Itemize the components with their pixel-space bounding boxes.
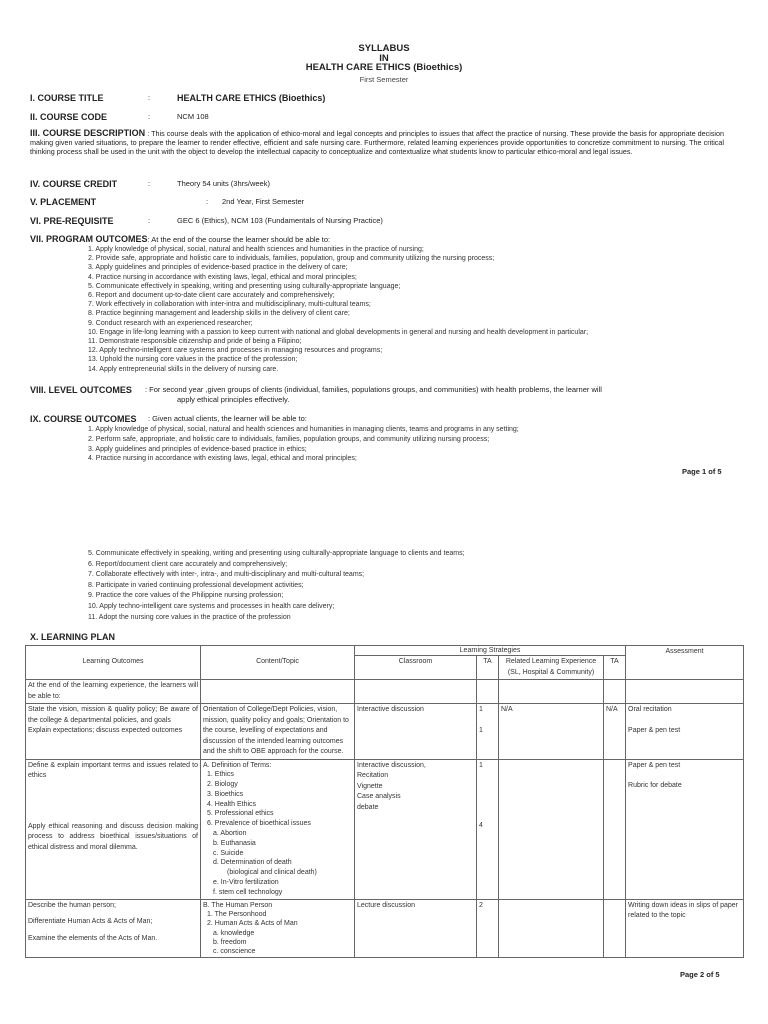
course-credit-label: IV. COURSE CREDIT <box>30 179 118 189</box>
content-item: a. knowledge <box>213 929 255 937</box>
content-item: 6. Prevalence of bioethical issues <box>207 820 311 828</box>
content-item: 2. Biology <box>207 781 238 789</box>
classroom-item: Interactive discussion, <box>357 761 426 769</box>
ta-value: 1 <box>479 761 483 769</box>
outcome-text: Examine the elements of the Acts of Man. <box>28 934 158 942</box>
level-outcomes-text-2: apply ethical principles effectively. <box>177 395 290 404</box>
table-row <box>26 899 744 958</box>
list-item: 12. Apply techno-intelligent care systems and processes in managing resources and programs; <box>88 347 383 355</box>
outcome-text: Explain expectations; discuss expected outcomes <box>28 727 183 734</box>
content-cell <box>201 899 355 958</box>
colon: : <box>206 197 209 206</box>
assessment-text: Paper & pen test <box>628 726 681 734</box>
ta-value: 1 <box>479 706 483 713</box>
content-heading: B. The Human Person <box>203 901 273 909</box>
content-item: 1. Ethics <box>207 771 234 779</box>
page-number-2: Page 2 of 5 <box>680 970 720 979</box>
header-learning-strategies: Learning Strategies <box>355 646 626 656</box>
header-rle: Related Learning Experience (SL, Hospital & Community) <box>499 656 604 680</box>
classroom-item: Recitation <box>357 772 389 779</box>
course-outcomes-list <box>88 425 738 464</box>
content-item: b. freedom <box>213 938 247 946</box>
list-item: 9. Practice the core values of the Philippine nursing profession; <box>88 592 284 600</box>
classroom-item: Vignette <box>357 782 383 790</box>
list-item: 1. Apply knowledge of physical, social, natural and health sciences and humanities in the practice of nursing; <box>88 246 424 253</box>
colon: : <box>148 112 151 121</box>
course-outcomes-list-continued <box>88 549 738 623</box>
course-description <box>30 129 724 157</box>
course-code-value: NCM 108 <box>177 112 209 121</box>
course-description-text: : This course deals with the application of ethico-moral and legal concepts and principles to issues that affect the practice of nursing. These provide the basis for appropriate decision making given varied situations, to prepare the learner to render effective, efficient and safe nursing care. Furthermore, related learning experiences provide opportunities to concretize commitment to nursing. The critical thinking process shall be used in the unit with the object to develop the intellectual capacity to conceptualize and contextualize what students know to particular ethico-moral and legal issues. <box>30 129 725 157</box>
learning-plan-heading <box>30 632 745 643</box>
list-item: 8. Participate in varied continuing professional development activities; <box>88 581 304 589</box>
assessment-text: Paper & pen test <box>628 761 681 769</box>
list-item: 5. Communicate effectively in speaking, writing and presenting using culturally-appropriate language to clients and teams; <box>88 550 465 557</box>
course-outcomes-intro: : Given actual clients, the learner will be able to: <box>148 414 307 423</box>
assessment-cell <box>626 704 744 760</box>
list-item: 4. Practice nursing in accordance with existing laws, legal, ethical and moral principles; <box>88 273 357 281</box>
outcomes-cell <box>26 704 201 760</box>
content-item: c. Suicide <box>213 849 244 857</box>
content-item: f. stem cell technology <box>213 888 283 896</box>
list-item: 13. Uphold the nursing core values in the practice of the profession; <box>88 356 298 364</box>
list-item: 6. Report and document up-to-date client care accurately and comprehensively; <box>88 292 335 300</box>
placement-value: 2nd Year, First Semester <box>222 197 305 206</box>
level-outcomes-text-1: : For second year ,given groups of clients (individual, families, populations groups, and communities) with health problems, the learner will <box>145 385 602 394</box>
prerequisite-value: GEC 6 (Ethics), NCM 103 (Fundamentals of Nursing Practice) <box>177 216 383 225</box>
course-title-value: HEALTH CARE ETHICS (Bioethics) <box>177 93 326 103</box>
content-item: c. conscience <box>213 948 256 956</box>
assessment-cell <box>626 759 744 899</box>
list-item: 7. Collaborate effectively with inter-, intra-, and multi-disciplinary and multi-cultural teams; <box>88 571 365 579</box>
course-title-label: I. COURSE TITLE <box>30 93 104 103</box>
content-item: 5. Professional ethics <box>207 810 274 818</box>
classroom-cell: Interactive discussion <box>355 704 477 760</box>
level-outcomes-label: VIII. LEVEL OUTCOMES <box>30 385 132 395</box>
content-item: a. Abortion <box>213 830 247 838</box>
assessment-cell: Writing down ideas in slips of paper related to the topic <box>626 899 744 958</box>
learning-plan-table <box>25 645 744 958</box>
list-item: 7. Work effectively in collaboration with inter-intra and multidisciplinary, multi-cultural teams; <box>88 301 371 309</box>
program-outcomes-label: VII. PROGRAM OUTCOMES <box>30 234 148 244</box>
page-number-1: Page 1 of 5 <box>682 467 722 476</box>
doc-title-subject: HEALTH CARE ETHICS (Bioethics) <box>305 62 463 73</box>
header-content-topic: Content/Topic <box>201 646 355 680</box>
outcome-text: Define & explain important terms and issues related to ethics <box>28 761 198 779</box>
program-outcomes-list <box>88 245 738 374</box>
content-heading: A. Definition of Terms: <box>203 761 272 769</box>
classroom-item: Case analysis <box>357 793 401 800</box>
list-item: 3. Apply guidelines and principles of evidence-based practice in ethics; <box>88 445 307 453</box>
content-cell <box>201 759 355 899</box>
course-credit-value: Theory 54 units (3hrs/week) <box>177 179 270 188</box>
program-outcomes-intro: : At the end of the course the learner should be able to: <box>147 235 331 244</box>
content-item: e. In-Vitro fertilization <box>213 879 279 887</box>
content-item: b. Euthanasia <box>213 839 256 847</box>
table-row <box>26 704 744 760</box>
list-item: 2. Provide safe, appropriate and holistic care to individuals, families, population, group and community utilizing the nursing process; <box>88 255 495 263</box>
content-item: 4. Health Ethics <box>207 800 257 808</box>
list-item: 10. Engage in life-long learning with a passion to keep current with national and global developments in general and nursing and health development in particular; <box>88 328 589 336</box>
assessment-text: Oral recitation <box>628 706 672 713</box>
doc-semester: First Semester <box>359 75 409 84</box>
list-item: 6. Report/document client care accurately and comprehensively; <box>88 560 288 568</box>
list-item: 1. Apply knowledge of physical, social, natural and health sciences and humanities in managing clients, teams and programs in any setting; <box>88 426 519 433</box>
colon: : <box>148 216 151 225</box>
list-item: 9. Conduct research with an experienced researcher; <box>88 319 253 327</box>
ta-value: 4 <box>479 822 483 829</box>
assessment-text: Rubric for debate <box>628 782 682 789</box>
list-item: 3. Apply guidelines and principles of evidence-based practice in the delivery of care; <box>88 264 348 272</box>
header-ta: TA <box>477 656 499 680</box>
table-row <box>26 680 744 704</box>
table-row <box>26 759 744 899</box>
list-item: 4. Practice nursing in accordance with existing laws, legal, ethical and moral principles; <box>88 455 357 463</box>
prerequisite-label: VI. PRE-REQUISITE <box>30 216 114 226</box>
header-assessment <box>626 647 744 680</box>
content-item: 3. Bioethics <box>207 790 244 798</box>
list-item: 5. Communicate effectively in speaking, writing and presenting using culturally-appropriate language; <box>88 282 401 290</box>
classroom-cell <box>355 759 477 899</box>
outcome-text: Differentiate Human Acts & Acts of Man; <box>28 918 153 926</box>
content-item: d. Determination of death <box>213 859 292 867</box>
header-classroom: Classroom <box>355 656 477 680</box>
header-assessment-text: Assessment <box>665 647 704 655</box>
outcomes-cell <box>26 759 201 899</box>
doc-title-syllabus: SYLLABUS <box>358 43 410 54</box>
ta-cell <box>477 704 499 760</box>
course-description-label: III. COURSE DESCRIPTION <box>30 128 146 138</box>
classroom-cell: Lecture discussion <box>355 899 477 958</box>
course-code-label: II. COURSE CODE <box>30 112 108 122</box>
rle-cell: N/A <box>499 704 604 760</box>
content-item: (biological and clinical death) <box>227 869 317 877</box>
doc-title-in: IN <box>379 53 389 64</box>
outcome-text: State the vision, mission & quality policy; Be aware of the college & departmental policies, and goals <box>28 706 198 724</box>
content-item: 1. The Personhood <box>207 910 267 918</box>
placement-label: V. PLACEMENT <box>30 197 97 207</box>
outcome-text: Apply ethical reasoning and discuss decision making process to address bioethical issues/situations of ethical distress and moral dilemma. <box>28 822 198 851</box>
list-item: 10. Apply techno-intelligent care systems and processes in health care delivery; <box>88 602 335 610</box>
ta-value: 1 <box>479 726 483 734</box>
list-item: 2. Perform safe, appropriate, and holistic care to individuals, families, population groups, and community utilizing nursing process; <box>88 435 490 443</box>
header-ta: TA <box>604 656 626 680</box>
list-item: 11. Adopt the nursing core values in the practice of the profession <box>88 613 291 621</box>
list-item: 8. Practice beginning management and leadership skills in the delivery of client care; <box>88 310 350 318</box>
learning-plan-label: X. LEARNING PLAN <box>30 632 116 642</box>
header-learning-outcomes: Learning Outcomes <box>26 646 201 680</box>
colon: : <box>148 179 151 188</box>
ta-cell: 2 <box>477 899 499 958</box>
ta-cell: N/A <box>604 704 626 760</box>
program-outcomes-heading <box>30 234 745 245</box>
content-cell: Orientation of College/Dept Policies, vision, mission, quality policy and goals; Orientation to the course, levelling of expectations and discussion of the intended learning outcomes and the shift to OBE approach for the course. <box>201 704 355 760</box>
intro-cell: At the end of the learning experience, the learners will be able to: <box>26 680 201 704</box>
colon: : <box>148 93 151 102</box>
outcome-text: Describe the human person; <box>28 901 116 909</box>
classroom-item: debate <box>357 803 379 811</box>
outcomes-cell <box>26 899 201 958</box>
list-item: 11. Demonstrate responsible citizenship and pride of being a Filipino; <box>88 338 302 346</box>
course-outcomes-label: IX. COURSE OUTCOMES <box>30 414 137 424</box>
content-item: 2. Human Acts & Acts of Man <box>207 920 298 928</box>
list-item: 14. Apply entrepreneurial skills in the delivery of nursing care. <box>88 365 279 373</box>
ta-cell <box>477 759 499 899</box>
